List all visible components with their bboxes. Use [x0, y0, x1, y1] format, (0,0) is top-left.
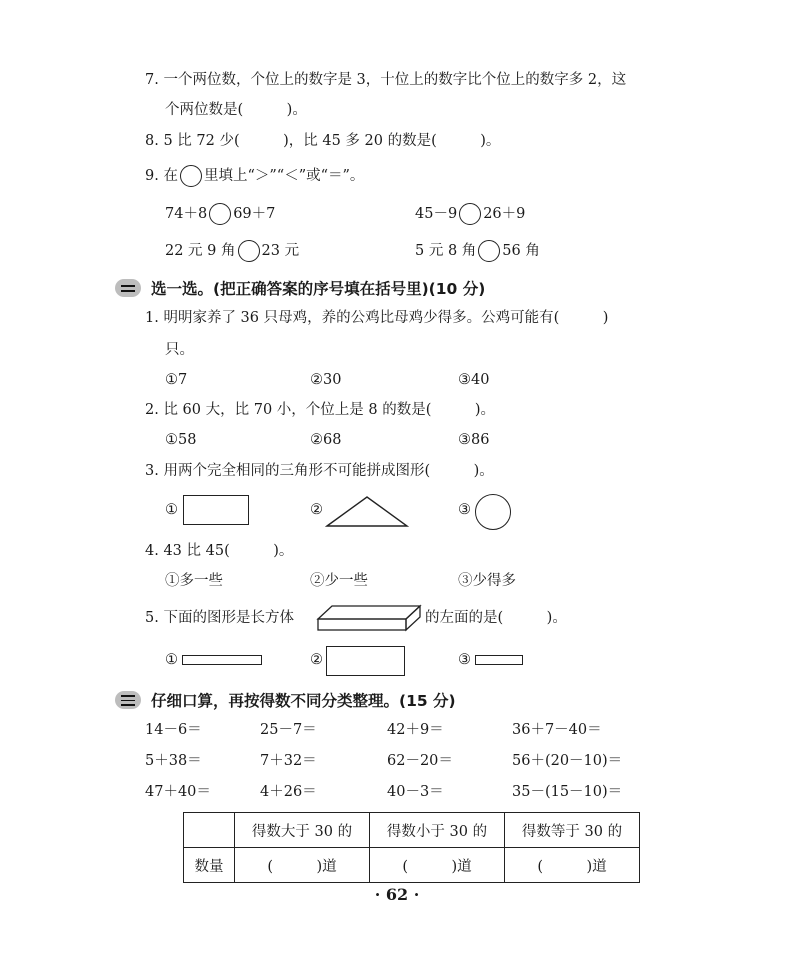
question-7-line2: 个两位数是( )。	[165, 102, 307, 118]
option-label: ②	[310, 652, 323, 668]
table-header: 得数小于 30 的	[370, 813, 505, 848]
question-7-line1: 7. 一个两位数，个位上的数字是 3，十位上的数字比个位上的数字多 2，这	[145, 72, 627, 88]
choice-q5-prefix: 5. 下面的图形是长方体	[145, 610, 294, 626]
option-2[interactable]	[310, 500, 323, 520]
wide-rectangle-icon	[326, 646, 405, 676]
option-1[interactable]: ①7	[165, 372, 188, 388]
short-thin-rectangle-icon	[475, 655, 523, 665]
question-9-prefix: 9. 在	[145, 168, 178, 184]
table-header: 得数大于 30 的	[235, 813, 370, 848]
arith-item: 42＋9＝	[387, 722, 444, 738]
arith-item: 36＋7－40＝	[512, 722, 602, 738]
table-header: 得数等于 30 的	[505, 813, 640, 848]
choice-q2: 2. 比 60 大，比 70 小，个位上是 8 的数是( )。	[145, 402, 496, 418]
section-number-badge	[115, 691, 141, 709]
option-3[interactable]	[458, 650, 471, 670]
option-label: ①	[165, 652, 178, 668]
compare-circle-icon	[180, 165, 202, 187]
compare-item	[415, 240, 540, 262]
compare-left: 22 元 9 角	[165, 243, 236, 259]
arith-item: 40－3＝	[387, 784, 444, 800]
compare-right: 56 角	[502, 243, 540, 259]
compare-right: 23 元	[261, 243, 300, 259]
compare-left: 74＋8	[165, 206, 208, 222]
cuboid-shape-icon	[315, 603, 423, 633]
compare-right: 69＋7	[233, 206, 276, 222]
option-1[interactable]: ①58	[165, 432, 197, 448]
section-2-header	[115, 277, 485, 299]
arith-item: 14－6＝	[145, 722, 202, 738]
option-label: ①	[165, 502, 178, 518]
table-answer-cell[interactable]: ( )道	[505, 848, 640, 883]
circle-shape-icon	[475, 494, 511, 530]
option-3[interactable]: ③少得多	[458, 573, 516, 589]
option-2[interactable]: ②少一些	[310, 573, 368, 589]
option-1[interactable]: ①多一些	[165, 573, 223, 589]
question-9-suffix: 里填上“＞”“＜”或“＝”。	[203, 168, 365, 184]
section-2-title: 选一选。(把正确答案的序号填在括号里)(10 分)	[151, 280, 486, 298]
section-number-badge	[115, 279, 141, 297]
table-header-row	[184, 813, 640, 848]
table-answer-cell[interactable]: ( )道	[235, 848, 370, 883]
arith-item: 4＋26＝	[260, 784, 317, 800]
arith-item: 62－20＝	[387, 753, 453, 769]
question-8: 8. 5 比 72 少( )，比 45 多 20 的数是( )。	[145, 133, 501, 149]
option-label: ③	[458, 502, 471, 518]
option-2[interactable]	[310, 650, 323, 670]
option-3[interactable]: ③40	[458, 372, 490, 388]
option-2[interactable]: ②30	[310, 372, 342, 388]
option-label: ②	[310, 502, 323, 518]
answer-circle-icon[interactable]	[238, 240, 260, 262]
arith-item: 35－(15－10)＝	[512, 784, 623, 800]
answer-circle-icon[interactable]	[459, 203, 481, 225]
answer-circle-icon[interactable]	[478, 240, 500, 262]
table-answer-cell[interactable]: ( )道	[370, 848, 505, 883]
option-2[interactable]: ②68	[310, 432, 342, 448]
table-row	[184, 848, 640, 883]
arith-item: 7＋32＝	[260, 753, 317, 769]
compare-left: 45－9	[415, 206, 458, 222]
question-9	[145, 165, 364, 187]
option-3[interactable]: ③86	[458, 432, 490, 448]
compare-item	[165, 240, 299, 262]
choice-q5-suffix: 的左面的是( )。	[425, 610, 567, 626]
compare-right: 26＋9	[483, 206, 526, 222]
classification-table	[183, 812, 640, 883]
arith-item: 25－7＝	[260, 722, 317, 738]
arith-item: 5＋38＝	[145, 753, 202, 769]
page-number: · 62 ·	[374, 885, 420, 904]
answer-circle-icon[interactable]	[209, 203, 231, 225]
section-3-header	[115, 689, 456, 711]
table-corner-cell	[184, 813, 235, 848]
table-row-label: 数量	[184, 848, 235, 883]
option-3[interactable]	[458, 500, 471, 520]
compare-left: 5 元 8 角	[415, 243, 477, 259]
arith-item: 56＋(20－10)＝	[512, 753, 623, 769]
choice-q4: 4. 43 比 45( )。	[145, 543, 294, 559]
choice-q1-line2: 只。	[165, 342, 194, 358]
long-thin-rectangle-icon	[182, 655, 262, 665]
option-1[interactable]	[165, 650, 178, 670]
triangle-shape-icon	[325, 494, 409, 528]
choice-q1-line1: 1. 明明家养了 36 只母鸡，养的公鸡比母鸡少得多。公鸡可能有( )	[145, 310, 609, 326]
compare-item	[165, 203, 275, 225]
option-1[interactable]	[165, 500, 178, 520]
compare-item	[415, 203, 525, 225]
arith-item: 47＋40＝	[145, 784, 211, 800]
rectangle-shape-icon	[183, 495, 249, 525]
option-label: ③	[458, 652, 471, 668]
section-3-title: 仔细口算，再按得数不同分类整理。(15 分)	[151, 692, 456, 710]
choice-q3: 3. 用两个完全相同的三角形不可能拼成图形( )。	[145, 463, 494, 479]
